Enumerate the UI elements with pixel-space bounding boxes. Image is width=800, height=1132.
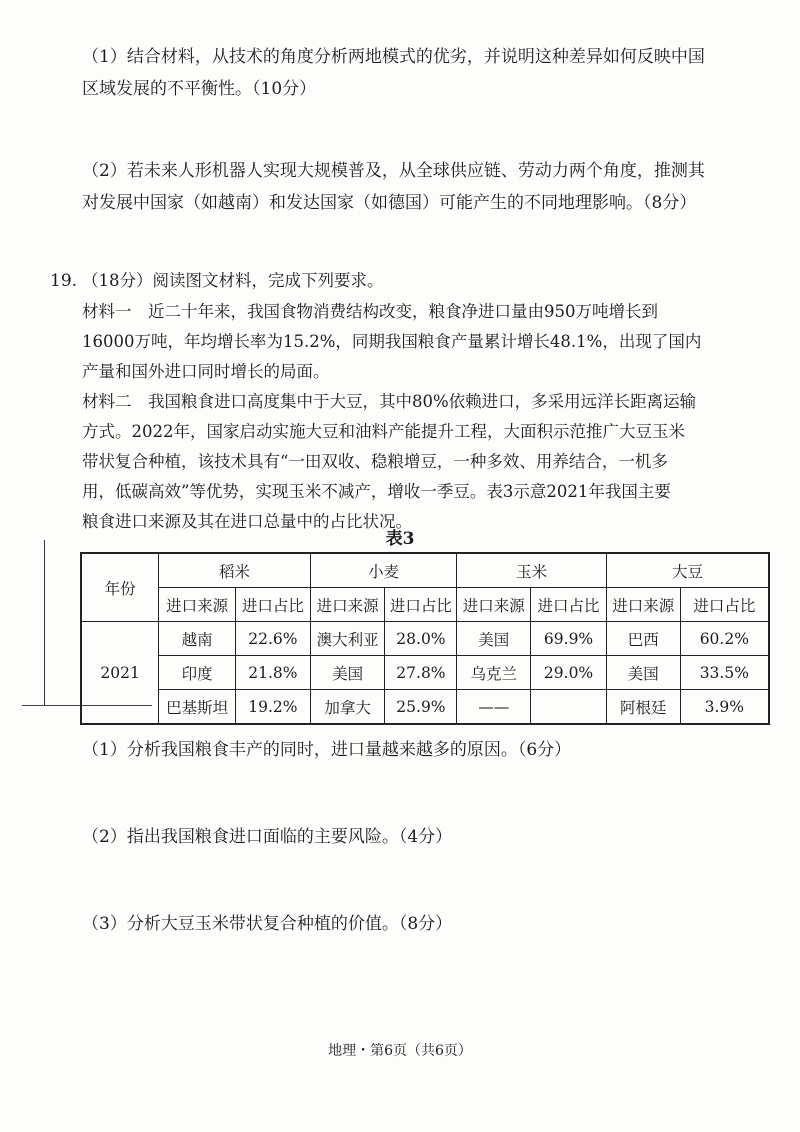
table-cell: 69.9% bbox=[531, 622, 607, 656]
crop-rice: 稻米 bbox=[159, 553, 311, 588]
table-cell: 29.0% bbox=[531, 656, 607, 690]
table-cell: 25.9% bbox=[385, 690, 457, 725]
table-header-row bbox=[81, 553, 769, 588]
q18-part1-line1: （1）结合材料，从技术的角度分析两地模式的优劣，并说明这种差异如何反映中国 bbox=[82, 47, 705, 67]
table-row bbox=[81, 656, 769, 690]
material-2-line1: 材料二 我国粮食进口高度集中于大豆，其中80%依赖进口，多采用远洋长距离运输 bbox=[82, 392, 697, 411]
table-cell: 美国 bbox=[310, 656, 385, 690]
table-cell: —— bbox=[457, 690, 531, 725]
material-2-line5: 粮食进口来源及其在进口总量中的占比状况。 bbox=[82, 512, 412, 531]
table-cell: 越南 bbox=[159, 622, 236, 656]
table-cell: 加拿大 bbox=[310, 690, 385, 725]
crop-soybean: 大豆 bbox=[606, 553, 769, 588]
sub-source: 进口来源 bbox=[606, 588, 680, 622]
q19-sub2: （2）指出我国粮食进口面临的主要风险。（4分） bbox=[82, 827, 453, 847]
q18-part2-line2: 对发展中国家（如越南）和发达国家（如德国）可能产生的不同地理影响。（8分） bbox=[82, 193, 697, 213]
table-cell: 21.8% bbox=[235, 656, 310, 690]
q19-number: 19. bbox=[50, 271, 78, 291]
material-1-line3: 产量和国外进口同时增长的局面。 bbox=[82, 362, 330, 381]
table-cell: 巴西 bbox=[606, 622, 680, 656]
sub-share: 进口占比 bbox=[235, 588, 310, 622]
q18-part2-line1: （2）若未来人形机器人实现大规模普及，从全球供应链、劳动力两个角度，推测其 bbox=[82, 161, 705, 181]
material-2-line3: 带状复合种植，该技术具有“一田双收、稳粮增豆，一种多效、用养结合，一机多 bbox=[82, 452, 668, 471]
material-1-line1: 材料一 近二十年来，我国食物消费结构改变，粮食净进口量由950万吨增长到 bbox=[82, 302, 658, 321]
year-cell: 2021 bbox=[81, 622, 159, 725]
q18-part1-line2: 区域发展的不平衡性。（10分） bbox=[82, 79, 317, 99]
table-cell: 印度 bbox=[159, 656, 236, 690]
table-row bbox=[81, 690, 769, 725]
table-row bbox=[81, 622, 769, 656]
page-footer: 地理・第6页（共6页） bbox=[328, 1043, 472, 1059]
table-cell: 33.5% bbox=[680, 656, 769, 690]
table-cell: 乌克兰 bbox=[457, 656, 531, 690]
sub-source: 进口来源 bbox=[457, 588, 531, 622]
table-cell: 19.2% bbox=[235, 690, 310, 725]
sub-share: 进口占比 bbox=[531, 588, 607, 622]
table-cell: 美国 bbox=[606, 656, 680, 690]
table-cell: 22.6% bbox=[235, 622, 310, 656]
crop-corn: 玉米 bbox=[457, 553, 607, 588]
margin-line bbox=[44, 540, 45, 705]
table-title: 表3 bbox=[385, 529, 415, 549]
q19-sub1: （1）分析我国粮食丰产的同时，进口量越来越多的原因。（6分） bbox=[82, 740, 572, 760]
sub-source: 进口来源 bbox=[159, 588, 236, 622]
table-cell: 28.0% bbox=[385, 622, 457, 656]
q19-intro: （18分）阅读图文材料，完成下列要求。 bbox=[82, 271, 384, 290]
table-subheader-row bbox=[81, 588, 769, 622]
grain-import-table bbox=[80, 552, 770, 725]
q19-sub3: （3）分析大豆玉米带状复合种植的价值。（8分） bbox=[82, 914, 453, 934]
table-cell bbox=[531, 690, 607, 725]
table-cell: 阿根廷 bbox=[606, 690, 680, 725]
table-cell: 澳大利亚 bbox=[310, 622, 385, 656]
material-2-line4: 用，低碳高效”等优势，实现玉米不减产，增收一季豆。表3示意2021年我国主要 bbox=[82, 482, 671, 501]
year-header: 年份 bbox=[81, 553, 159, 622]
sub-share: 进口占比 bbox=[385, 588, 457, 622]
crop-wheat: 小麦 bbox=[310, 553, 457, 588]
material-2-line2: 方式。2022年，国家启动实施大豆和油料产能提升工程，大面积示范推广大豆玉米 bbox=[82, 422, 685, 441]
table-cell: 60.2% bbox=[680, 622, 769, 656]
table-cell: 巴基斯坦 bbox=[159, 690, 236, 725]
sub-source: 进口来源 bbox=[310, 588, 385, 622]
table-cell: 美国 bbox=[457, 622, 531, 656]
table-cell: 27.8% bbox=[385, 656, 457, 690]
material-1-line2: 16000万吨，年均增长率为15.2%，同期我国粮食产量累计增长48.1%，出现了国内 bbox=[82, 332, 702, 351]
table-cell: 3.9% bbox=[680, 690, 769, 725]
sub-share: 进口占比 bbox=[680, 588, 769, 622]
